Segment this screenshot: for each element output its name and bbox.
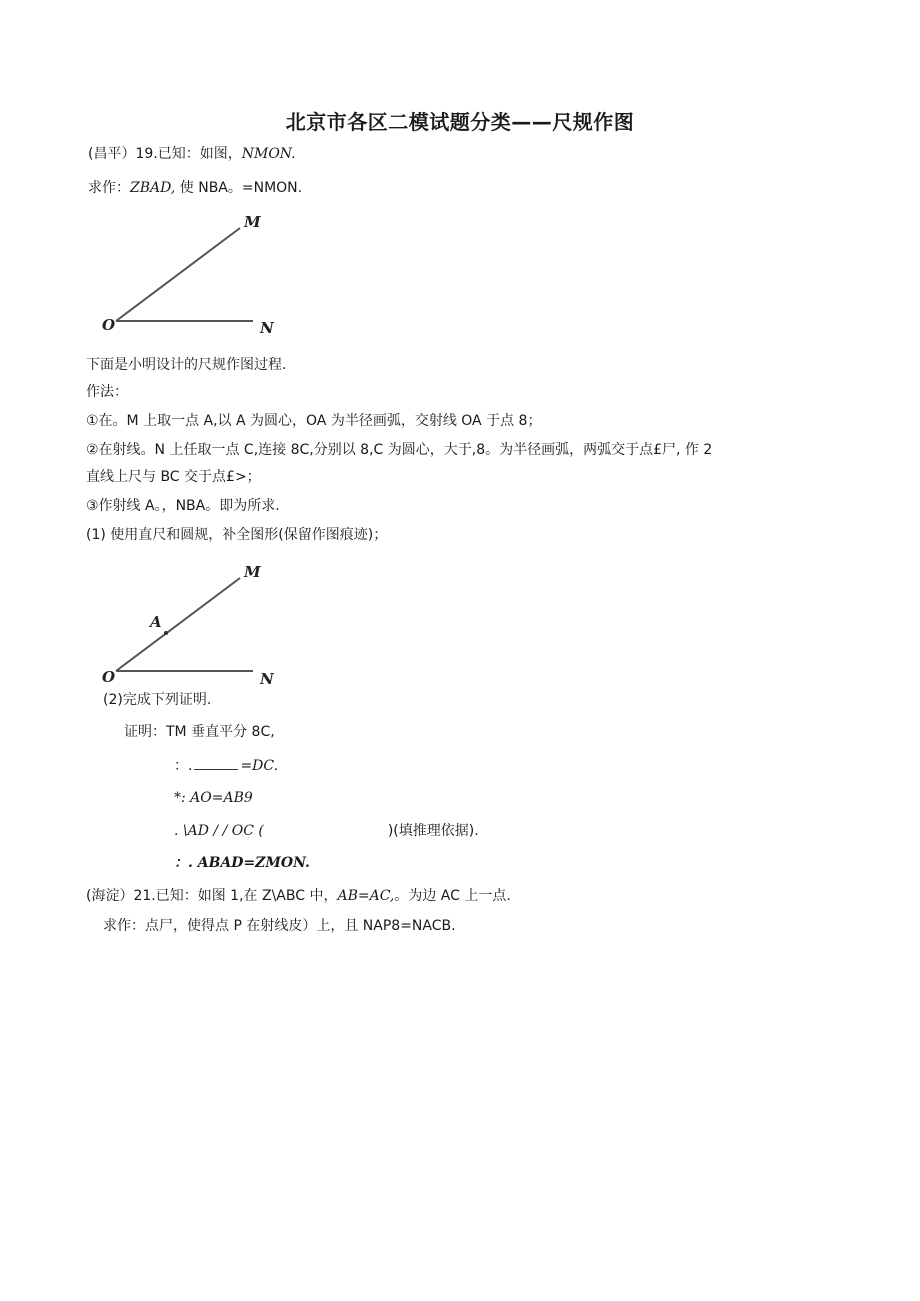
problem19-given-angle: NMON.	[241, 146, 296, 162]
construction-intro: 下面是小明设计的尺规作图过程.	[86, 357, 287, 373]
problem19-task-label: 求作：	[88, 180, 130, 196]
figure-angle-mon	[90, 208, 290, 338]
page-title: 北京市各区二模试题分类——尺规作图	[285, 110, 635, 134]
problem19-task	[88, 178, 302, 198]
proof-therefore: ：.	[174, 758, 193, 774]
problem21-task: 求作：点尸，使得点 P 在射线皮）上，且 NAP8=NACB.	[103, 918, 456, 934]
label-m: M	[244, 563, 261, 581]
proof-line-4-expr: . \AD / / OC (	[174, 823, 264, 839]
problem19-task-condition: 使 NBA。=NMON.	[179, 180, 303, 196]
figure-angle-mon-with-a	[90, 560, 290, 690]
step-1: ①在。M 上取一点 A,以 A 为圆心，OA 为半径画弧，交射线 OA 于点 8；	[86, 413, 542, 429]
step-3: ③作射线 A。，NBA。即为所求.	[86, 498, 280, 514]
problem21-condition: AB=AC,	[337, 888, 395, 904]
proof-line-4	[174, 821, 479, 841]
label-o: O	[102, 316, 116, 334]
problem21-header-text: (海淀）21.已知：如图 1,在 Z\ABC 中，	[86, 888, 338, 904]
part-1-question: (1) 使用直尺和圆规，补全图形(保留作图痕迹)；	[86, 527, 388, 543]
problem19-task-angle: ZBAD,	[130, 180, 176, 196]
part-2-question: (2)完成下列证明.	[103, 692, 212, 708]
label-n: N	[260, 670, 274, 688]
proof-line-3: *: AO=AB9	[174, 790, 253, 806]
step-2-line-2: 直线上尺与 BC 交于点£>；	[86, 469, 261, 485]
ray-om	[116, 578, 240, 671]
label-o: O	[102, 668, 116, 686]
method-label: 作法：	[86, 384, 128, 400]
proof-line-2-expr: =DC.	[240, 758, 279, 774]
proof-blank-1	[194, 755, 238, 770]
proof-line-1: 证明：TM 垂直平分 8C,	[124, 724, 275, 740]
step-2-line-1: ②在射线。N 上任取一点 C,连接 8C,分别以 8,C 为圆心，大于,8。为半径画弧，两弧交于点£尸, 作 2	[86, 442, 713, 458]
label-a: A	[150, 613, 162, 631]
proof-line-4-note: )(填推理依据).	[387, 823, 479, 839]
problem19-header-text: (昌平）19.已知：如图，	[88, 146, 242, 162]
problem21-header	[86, 886, 511, 906]
ray-om	[116, 228, 240, 321]
proof-line-5: ：. ABAD=ZMON.	[174, 855, 310, 871]
point-a	[164, 631, 168, 635]
problem21-header-suffix: 。为边 AC 上一点.	[394, 888, 511, 904]
label-m: M	[244, 213, 261, 231]
label-n: N	[260, 319, 274, 337]
problem19-header	[88, 144, 296, 164]
proof-line-2	[174, 755, 278, 776]
